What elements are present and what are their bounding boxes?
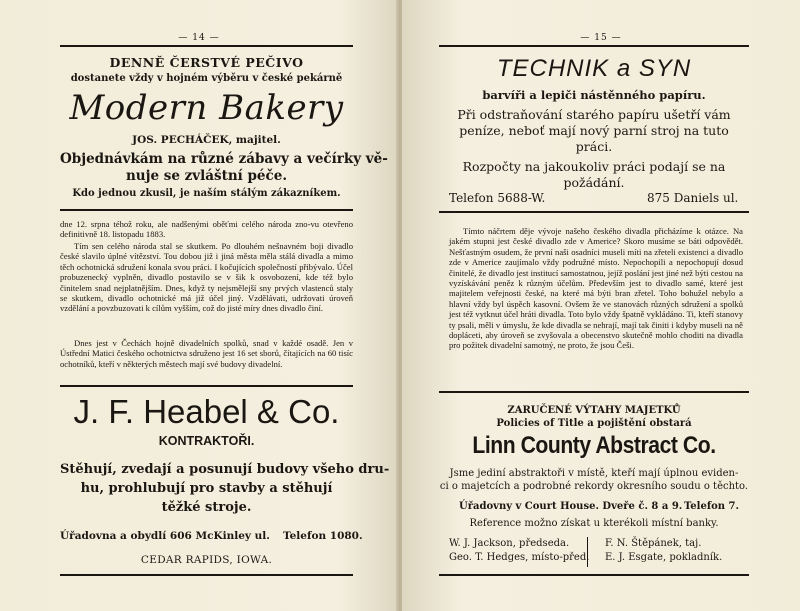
bottom-rule <box>60 574 353 576</box>
linn-subhead: Policies of Title a pojištění obstará <box>496 418 692 429</box>
bakery-orders-line2: nuje se zvláštní péče. <box>125 168 288 184</box>
officer-name: Geo. T. Hedges, místo-před. <box>449 552 590 563</box>
article-paragraph: Tím sen celého národa stal se skutkem. Po dlouhém nešnavném boji divadlo české slavilo úplné vítězství. Tou dobou již i jiná města měla stálá divadla a mimo těch ochotnická sdružení konala svou práci. I kočujících společností přibývalo. Účel probuzenecký vyplněn, divadlo postavilo se v šik k osvobození, kde též bylo činitelem snad nejplatnějším. Dnes, když ty nejsmělejší sny prvých vlastenců staly se skutkem, divadlo ochotnické má již účel jiný. Vzdělávati, udržovati úroveň vzdělání a povzbuzovati k cílům vyšším, což do jisté míry dnes divadlo činí. <box>60 241 353 314</box>
bakery-brand: Modern Bakery <box>69 88 344 128</box>
heabel-kind: KONTRAKTOŘI. <box>158 434 255 448</box>
ad-divider <box>439 211 749 213</box>
technik-pitch-line2: peníze, neboť mají nový parní stroj na tuto <box>459 123 729 138</box>
officer-name: F. N. Štěpánek, taj. <box>605 538 702 549</box>
bakery-orders-line1: Objednávkám na různé zábavy a večírky vě- <box>60 151 388 167</box>
technik-phone: Telefon 5688-W. <box>449 191 546 205</box>
technik-pitch-line3: práci. <box>575 139 613 154</box>
ad-divider <box>60 209 353 211</box>
page-number: — 14 — <box>178 33 220 43</box>
technik-budget-line2: požádání. <box>563 175 625 190</box>
technik-address: 875 Daniels ul. <box>647 191 739 205</box>
technik-budget-line1: Rozpočty na jakoukoliv práci podají se na <box>462 159 726 174</box>
technik-pitch-line1: Při odstraňování starého papíru ušetří vám <box>457 107 731 122</box>
heabel-desc-line2: hu, prohlubují pro stavby a stěhují <box>80 481 333 496</box>
technik-trade: barvíři a lepiči nástěnného papíru. <box>482 88 706 102</box>
heabel-company: J. F. Heabel & Co. <box>73 393 340 430</box>
linn-company: Linn County Abstract Co. <box>472 432 716 459</box>
heabel-phone: Telefon 1080. <box>283 530 363 542</box>
heabel-desc-line3: těžké stroje. <box>161 500 252 515</box>
top-rule <box>439 45 749 47</box>
linn-desc-line2: ci o majetcích a podrobné rekordy okresního soudu o těchto. <box>439 481 749 492</box>
article-paragraph: Dnes jest v Čechách hojně divadelních spolků, snad v každé osadě. Jen v Ústřední Matici českého ochotnictva sdruženo jest 16 set sborů, čítajících na 60 tisíc ochotníků, kteří v některých městech mají své budovy divadelní. <box>60 338 353 369</box>
ad-divider <box>439 391 749 393</box>
bakery-tagline: Kdo jednou zkusil, je naším stálým zákazníkem. <box>72 188 341 199</box>
bakery-owner: JOS. PECHÁČEK, majitel. <box>132 134 281 146</box>
ad-divider <box>60 385 353 387</box>
officers-divider <box>587 537 588 567</box>
top-rule <box>60 45 353 47</box>
linn-desc-line1: Jsme jediní abstraktoři v místě, kteří mají úplnou eviden- <box>449 468 739 479</box>
linn-headline: ZARUČENÉ VÝTAHY MAJETKŮ <box>507 405 681 416</box>
article-paragraph: Tímto náčrtem děje vývoje našeho českého divadla přicházíme k otázce. Na jakém stupni jest české divadlo zde v Americe? Skoro musíme se báti odpovědět. Nešťastným osudem, že první naši osadníci museli míti na zřeteli existenci a divadlo zde v Americe zaujímalo vždy podružné místo. Nepochopili a nepochopují dosud činitelé, že divadlo jest institucí samostatnou, jejíž poslání jest jiné než býti cestou na vyzískávání peněz k různým účelům. Především jest to divadlo samé, které jest majitelem veřejnosti české, na které má býti bran zřetel. Toho bohužel nebylo a hlavní vždy byl úspěch kasovní. Ovšem že ve stanovách různých sdružení a spolků jest též vytknut účel hráti divadla. Toto bylo vždy špatně vykládáno. Ti, kteří stanovy ty psali, měli v úmyslu, že kde divadla se nehrají, mají tak činiti i kdyby museli na ně dopláceti, aby úroveň se zvyšovala a obecenstvo skutečně mohlo choditi na divadla pro požitek divadelní samotný, ne proto, že jsou Češi. <box>449 226 743 351</box>
article-paragraph: dne 12. srpna téhož roku, ale nadšenými oběťmi celého národa zno-vu otevřeno definitivně 18. listopadu 1883. <box>60 219 353 240</box>
bakery-headline: DENNĚ ČERSTVÉ PEČIVO <box>109 55 304 70</box>
right-page <box>402 0 800 611</box>
heabel-city: CEDAR RAPIDS, IOWA. <box>140 554 273 566</box>
officer-name: W. J. Jackson, předseda. <box>449 538 570 549</box>
technik-company: TECHNIK a SYN <box>496 55 692 82</box>
heabel-desc-line1: Stěhují, zvedají a posunují budovy všeho dru- <box>60 462 390 477</box>
linn-phone: Telefon 7. <box>684 501 739 512</box>
bottom-rule <box>439 574 749 576</box>
linn-office: Úřadovny v Court House. Dveře č. 8 a 9. <box>459 501 683 512</box>
page-number: — 15 — <box>580 33 622 43</box>
linn-reference: Reference možno získat u kterékoli místní banky. <box>469 518 719 529</box>
heabel-office: Úřadovna a obydlí 606 McKinley ul. <box>60 530 270 542</box>
left-page <box>0 0 398 611</box>
bakery-subline: dostanete vždy v hojném výběru v české pekárně <box>70 73 343 84</box>
officer-name: E. J. Esgate, pokladník. <box>605 552 723 563</box>
